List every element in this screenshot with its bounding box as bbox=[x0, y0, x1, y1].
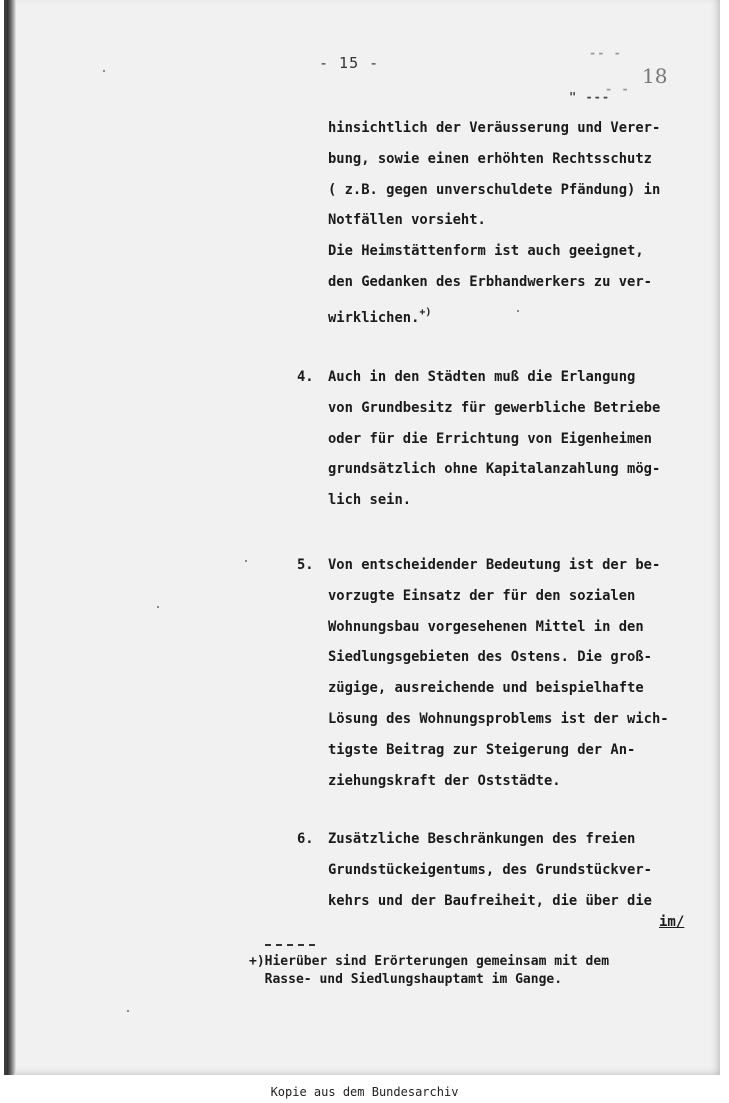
footnote-rule bbox=[265, 944, 315, 946]
text-line: ( z.B. gegen unverschuldete Pfändung) in bbox=[328, 181, 661, 198]
archive-stamp-number: 18 bbox=[642, 64, 668, 88]
footnote-line: +)Hierüber sind Erörterungen gemeinsam mit dem bbox=[249, 954, 610, 969]
footnote-line: Rasse- und Siedlungshauptamt im Gange. bbox=[249, 972, 563, 987]
text-line: wirklichen. bbox=[328, 309, 420, 326]
ink-smudge: - - bbox=[605, 82, 630, 96]
text-line: Die Heimstättenform ist auch geeignet, bbox=[328, 243, 644, 260]
text-line: Wohnungsbau vorgesehenen Mittel in den bbox=[328, 618, 644, 635]
binding-edge bbox=[7, 0, 16, 1075]
text-line: ziehungskraft der Oststädte. bbox=[328, 772, 561, 789]
text-line: Von entscheidender Bedeutung ist der be- bbox=[328, 557, 661, 573]
text-line: vorzugte Einsatz der für den sozialen bbox=[328, 587, 636, 604]
paragraph-intro bbox=[328, 113, 708, 334]
text-line: oder für die Errichtung von Eigenheimen bbox=[328, 430, 652, 447]
text-line: bung, sowie einen erhöhten Rechtsschutz bbox=[328, 150, 652, 167]
text-line: von Grundbesitz für gewerbliche Betriebe bbox=[328, 399, 661, 416]
text-line: Auch in den Städten muß die Erlangung bbox=[328, 369, 636, 385]
paragraph-item-6 bbox=[328, 824, 708, 916]
item-number-4: 4. bbox=[297, 369, 314, 385]
text-line: hinsichtlich der Veräusserung und Verer- bbox=[328, 120, 661, 136]
paragraph-item-5 bbox=[328, 550, 708, 796]
text-line: zügige, ausreichende und beispielhafte bbox=[328, 680, 644, 697]
text-line: Zusätzliche Beschränkungen des freien bbox=[328, 831, 636, 847]
text-line: kehrs und der Baufreiheit, die über die bbox=[328, 892, 652, 909]
text-line: Notfällen vorsieht. bbox=[328, 212, 486, 229]
scan-speck bbox=[127, 1010, 129, 1012]
text-line: den Gedanken des Erbhandwerkers zu ver- bbox=[328, 273, 652, 290]
text-line: Siedlungsgebieten des Ostens. Die groß- bbox=[328, 649, 652, 666]
item-number-5: 5. bbox=[297, 557, 314, 573]
footnote-mark: +) bbox=[419, 306, 432, 318]
page-number: - 15 - bbox=[319, 54, 380, 72]
text-line: tigste Beitrag zur Steigerung der An- bbox=[328, 741, 636, 758]
text-line: Grundstückeigentums, des Grundstückver- bbox=[328, 861, 652, 878]
text-line: grundsätzlich ohne Kapitalanzahlung mög- bbox=[328, 461, 661, 478]
item-number-6: 6. bbox=[297, 831, 314, 847]
scan-speck bbox=[157, 606, 159, 608]
scan-speck bbox=[517, 310, 519, 312]
scan-speck bbox=[103, 70, 105, 72]
ink-smudge: " --- bbox=[569, 90, 611, 104]
document-page bbox=[4, 0, 720, 1075]
text-line: lich sein. bbox=[328, 492, 412, 509]
paragraph-item-4 bbox=[328, 362, 708, 516]
ink-smudge: -- - bbox=[589, 46, 622, 60]
footnote bbox=[249, 953, 719, 989]
archive-copy-note: Kopie aus dem Bundesarchiv bbox=[270, 1085, 459, 1099]
text-line: Lösung des Wohnungsproblems ist der wich- bbox=[328, 710, 669, 727]
scan-speck bbox=[245, 560, 247, 562]
catchword: im/ bbox=[659, 914, 685, 930]
